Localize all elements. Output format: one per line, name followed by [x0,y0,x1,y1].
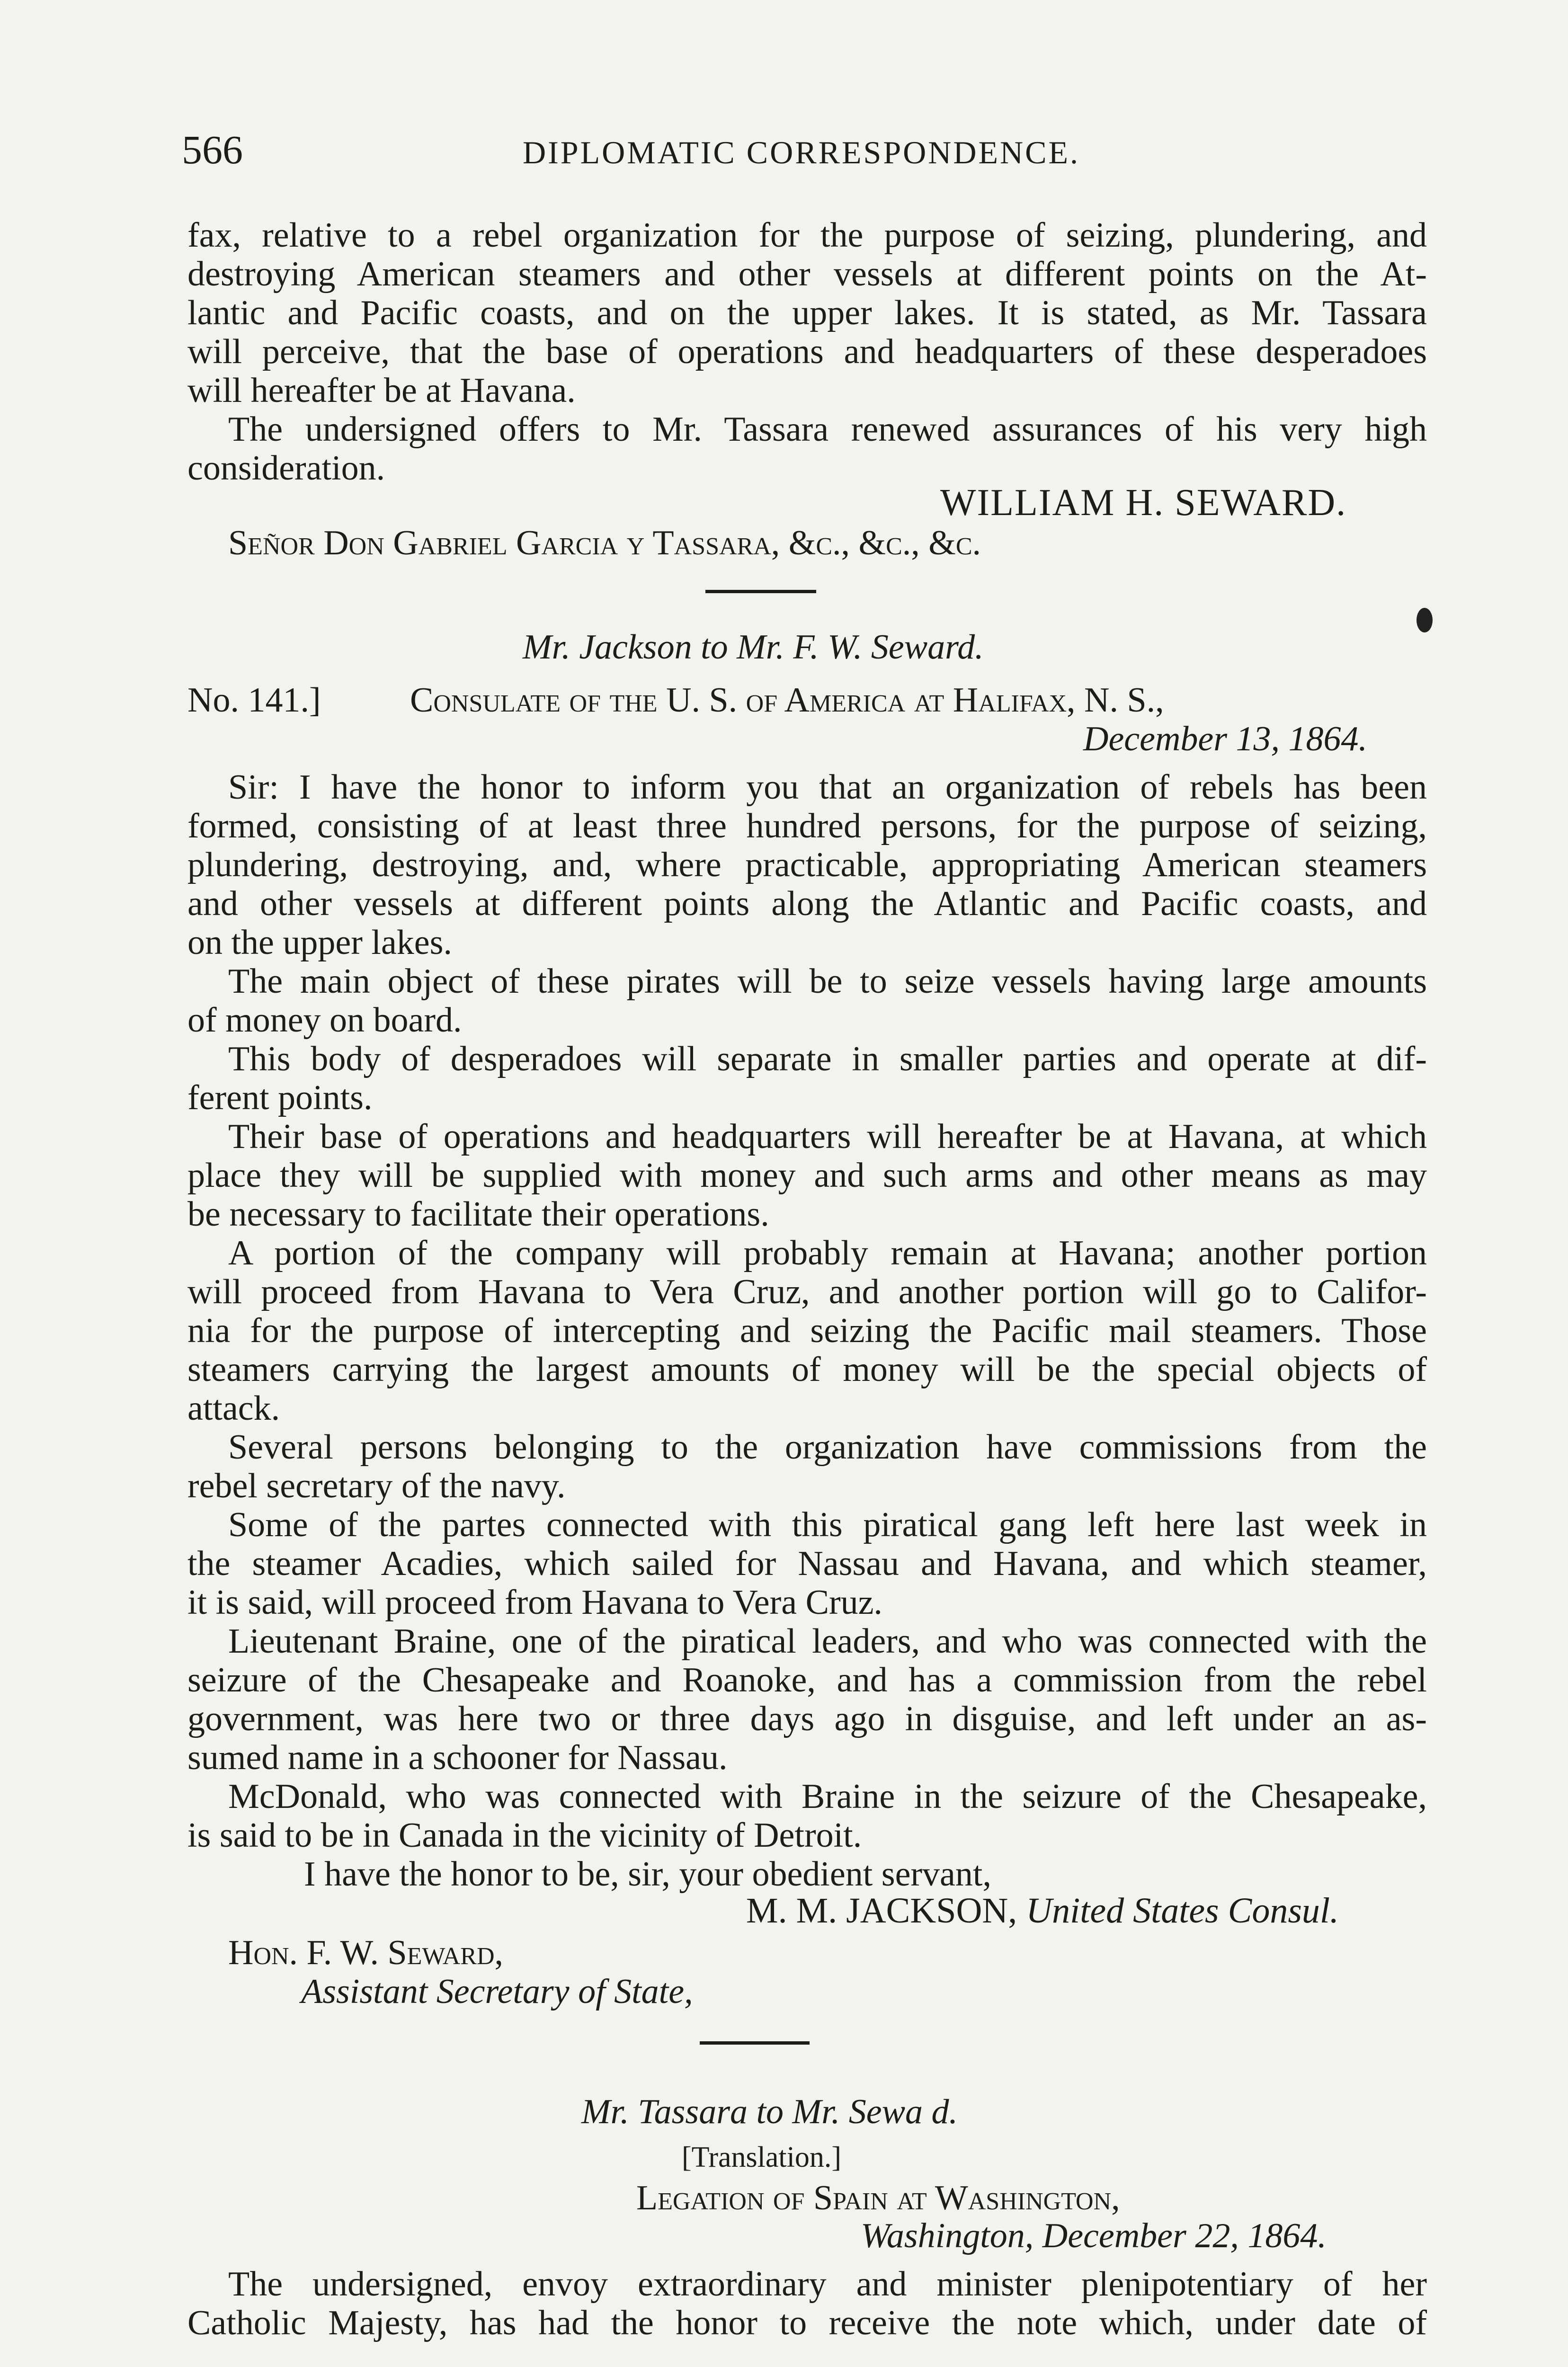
text-line: sumed name in a schooner for Nassau. [187,1738,728,1777]
text-line: McDonald, who was connected with Braine in the seizure of the Chesapeake, [228,1777,1427,1816]
text-line: the steamer Acadies, which sailed for Nassau and Havana, and which steamer, [187,1544,1427,1583]
text-line: A portion of the company will probably remain at Havana; another portion [228,1234,1427,1272]
section-rule [705,590,816,593]
text-line: be necessary to facilitate their operations. [187,1195,769,1234]
text-line: Some of the partes connected with this piratical gang left here last week in [228,1505,1427,1544]
running-title: DIPLOMATIC CORRESPONDENCE. [523,134,1080,170]
text-line: formed, consisting of at least three hundred persons, for the purpose of seizing, [187,807,1427,845]
jackson-date: December 13, 1864. [1083,720,1368,758]
signature-name: M. M. JACKSON, [746,1891,1017,1931]
text-line: attack. [187,1389,280,1428]
text-line: Lieutenant Braine, one of the piratical leaders, and who was connected with the [228,1622,1427,1661]
page-number: 566 [182,127,243,172]
tassara-letter-heading: Mr. Tassara to Mr. Sewa d. [581,2092,958,2131]
text-line: on the upper lakes. [187,923,452,962]
text-line: This body of desperadoes will separate in smaller parties and operate at dif- [228,1040,1427,1078]
legation-place: Legation of Spain at Washington, [636,2179,1120,2217]
text-line: destroying American steamers and other vessels at different points on the At- [187,255,1427,294]
despatch-number: No. 141.] [187,681,321,720]
closing-line: I have the honor to be, sir, your obedient servant, [304,1855,991,1894]
text-line: seizure of the Chesapeake and Roanoke, and has a commission from the rebel [187,1661,1427,1700]
text-line: Several persons belonging to the organization have commissions from the [228,1428,1427,1467]
text-line: consideration. [187,449,385,488]
text-line: steamers carrying the largest amounts of money will be the special objects of [187,1350,1427,1389]
text-line: The undersigned, envoy extraordinary and minister plenipotentiary of her [228,2265,1427,2304]
text-line: nia for the purpose of intercepting and seizing the Pacific mail steamers. Those [187,1311,1427,1350]
signature-jackson [746,1890,1339,1931]
text-line: will perceive, that the base of operations and headquarters of these desperadoes [187,332,1427,371]
text-line: fax, relative to a rebel organization for the purpose of seizing, plundering, and [187,216,1427,255]
text-line: plundering, destroying, and, where practicable, appropriating American steamers [187,845,1427,884]
recipient-title: Assistant Secretary of State, [301,1972,693,2011]
signature-seward: WILLIAM H. SEWARD. [940,482,1347,524]
text-line: The undersigned offers to Mr. Tassara renewed assurances of his very high [228,410,1427,449]
text-line: will hereafter be at Havana. [187,371,576,410]
translation-note: [Translation.] [682,2141,841,2173]
text-line: Sir: I have the honor to inform you that an organization of rebels has been [228,768,1427,807]
text-line: Catholic Majesty, has had the honor to receive the note which, under date of [187,2304,1427,2342]
text-line: The main object of these pirates will be to seize vessels having large amounts [228,962,1427,1001]
text-line: ferent points. [187,1078,373,1117]
addressee-line: Señor Don Gabriel Garcia y Tassara, &c., &c., &c. [228,524,981,562]
text-line: rebel secretary of the navy. [187,1467,566,1505]
text-line: place they will be supplied with money and such arms and other means as may [187,1156,1427,1195]
jackson-letter-heading: Mr. Jackson to Mr. F. W. Seward. [523,628,984,667]
consulate-place: Consulate of the U. S. of America at Halifax, N. S., [410,681,1164,720]
text-line: will proceed from Havana to Vera Cruz, and another portion will go to Califor- [187,1272,1427,1311]
text-line: and other vessels at different points along the Atlantic and Pacific coasts, and [187,884,1427,923]
recipient-name: Hon. F. W. Seward, [228,1933,504,1972]
text-line: government, was here two or three days ago in disguise, and left under an as- [187,1700,1427,1738]
text-line: of money on board. [187,1001,462,1040]
text-line: it is said, will proceed from Havana to Vera Cruz. [187,1583,882,1622]
tassara-date: Washington, December 22, 1864. [861,2216,1327,2255]
ink-speck [1417,608,1433,632]
section-rule [700,2041,810,2045]
text-line: Their base of operations and headquarters will hereafter be at Havana, at which [228,1117,1427,1156]
text-line: is said to be in Canada in the vicinity of Detroit. [187,1816,862,1855]
text-line: lantic and Pacific coasts, and on the upper lakes. It is stated, as Mr. Tassara [187,294,1427,332]
signature-title: United States Consul. [1026,1891,1339,1931]
